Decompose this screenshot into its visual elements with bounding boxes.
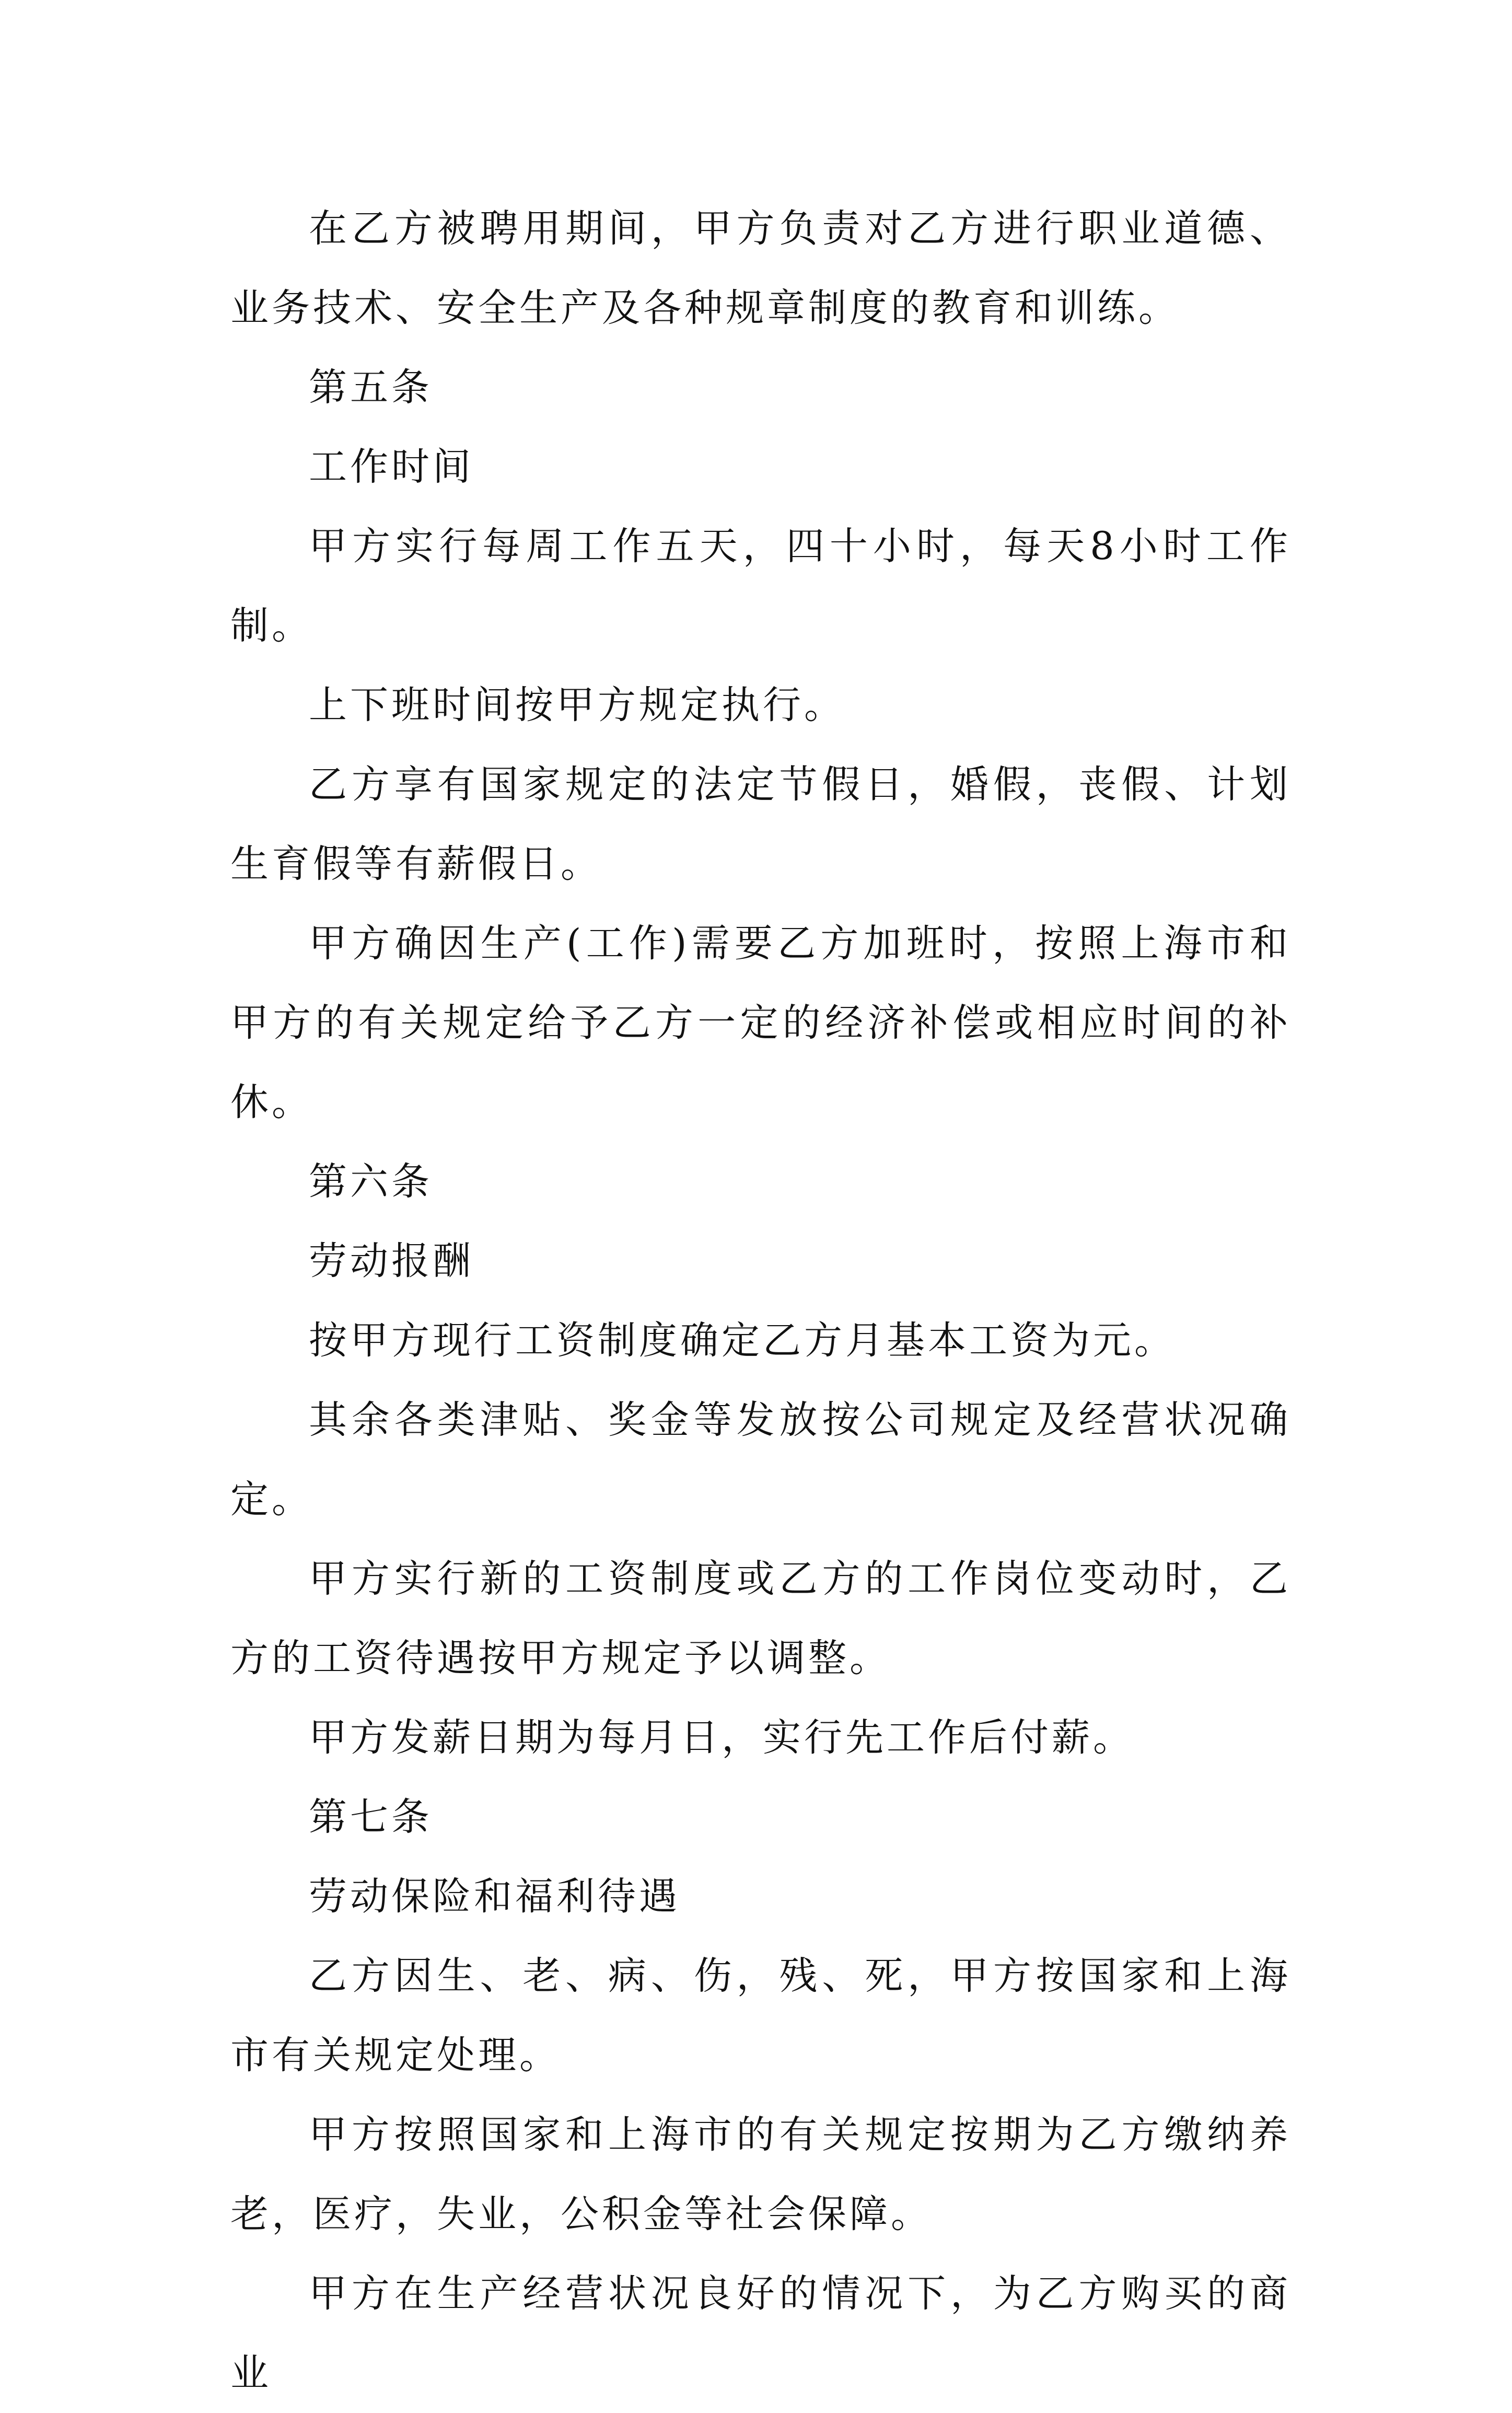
paragraph-allowances: 其余各类津贴、奖金等发放按公司规定及经营状况确定。 bbox=[230, 1398, 1291, 1522]
paragraph-commercial-insurance: 甲方在生产经营状况良好的情况下，为乙方购买的商业 bbox=[230, 2271, 1291, 2395]
article-5-number: 第五条 bbox=[309, 365, 433, 410]
article-7-title: 劳动保险和福利待遇 bbox=[309, 1874, 680, 1919]
paragraph-work-schedule: 上下班时间按甲方规定执行。 bbox=[309, 683, 845, 727]
article-5-title: 工作时间 bbox=[309, 445, 474, 489]
paragraph-payday: 甲方发薪日期为每月日，实行先工作后付薪。 bbox=[309, 1715, 1134, 1760]
paragraph-salary-adjustment: 甲方实行新的工资制度或乙方的工作岗位变动时，乙方的工资待遇按甲方规定予以调整。 bbox=[230, 1557, 1291, 1680]
paragraph-work-week: 甲方实行每周工作五天，四十小时，每天8小时工作制。 bbox=[230, 524, 1291, 648]
paragraph-overtime: 甲方确因生产(工作)需要乙方加班时，按照上海市和甲方的有关规定给予乙方一定的经济补偿或相应时间的补休。 bbox=[230, 921, 1291, 1124]
paragraph-holidays: 乙方享有国家规定的法定节假日，婚假，丧假、计划生育假等有薪假日。 bbox=[230, 762, 1291, 886]
article-7-number: 第七条 bbox=[309, 1795, 433, 1839]
article-6-title: 劳动报酬 bbox=[309, 1239, 474, 1283]
paragraph-social-security: 甲方按照国家和上海市的有关规定按期为乙方缴纳养老，医疗，失业，公积金等社会保障。 bbox=[230, 2113, 1291, 2236]
article-6-number: 第六条 bbox=[309, 1159, 433, 1204]
paragraph-injury-handling: 乙方因生、老、病、伤，残、死，甲方按国家和上海市有关规定处理。 bbox=[230, 1954, 1291, 2078]
paragraph-training: 在乙方被聘用期间，甲方负责对乙方进行职业道德、业务技术、安全生产及各种规章制度的教育和训练。 bbox=[230, 206, 1291, 330]
document-body bbox=[230, 189, 1291, 2413]
paragraph-base-salary: 按甲方现行工资制度确定乙方月基本工资为元。 bbox=[309, 1318, 1176, 1363]
